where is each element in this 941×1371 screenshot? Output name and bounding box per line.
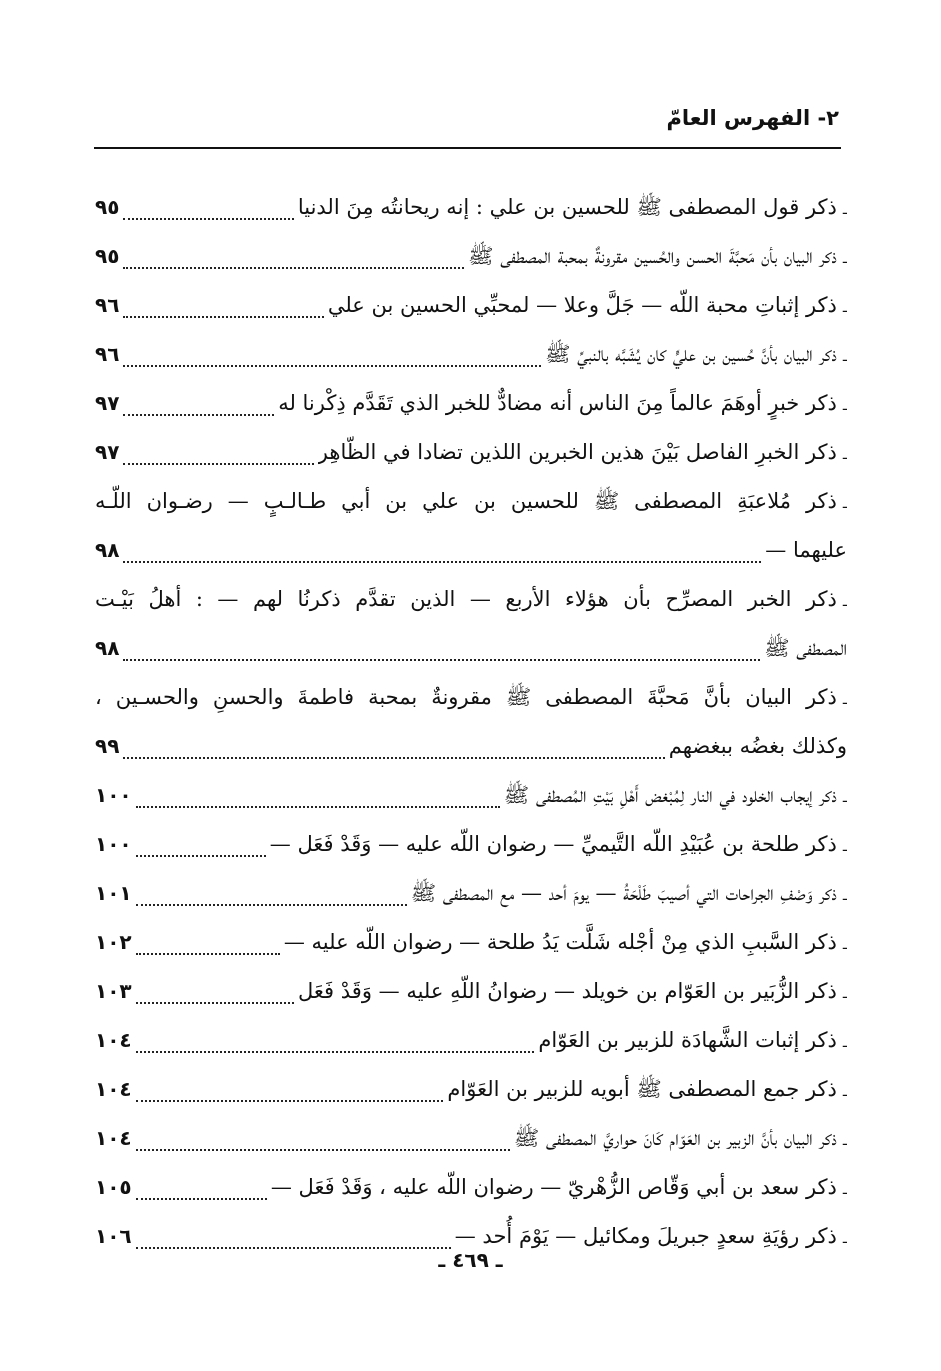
entry-title: ذكر خبرٍ أوهَمَ عالماً مِنَ الناس أنه مضادٌّ للخبر الذي تَقَدَّم ذِكْرنا له bbox=[278, 391, 837, 415]
toc-entry bbox=[95, 575, 847, 624]
toc-entry bbox=[95, 281, 847, 330]
dot-leader bbox=[123, 355, 541, 367]
entry-bullet: ـ bbox=[842, 790, 847, 806]
dot-leader bbox=[123, 208, 293, 220]
header-rule bbox=[94, 147, 841, 149]
entry-bullet: ـ bbox=[842, 1182, 847, 1198]
entry-title: ذكر إيجاب الخلود في النار لِمُبْغض أَهْلِ بَيْتِ المُصطفى ﷺ bbox=[503, 783, 837, 807]
entry-bullet: ـ bbox=[842, 839, 847, 855]
toc-entry bbox=[95, 918, 847, 967]
entry-page-number: ١٠٦ bbox=[95, 1224, 132, 1248]
entry-page-number: ٩٩ bbox=[95, 734, 120, 758]
entry-title: ذكر وَصْفِ الجراحات التي أصيبَ طَلْحَةُ — يومَ أحد — مع المصطفى ﷺ bbox=[410, 881, 837, 905]
entry-title: ذكر البيان بأنَّ حُسين بن عليٍّ كان يُشَبَّه بالنبيِّ ﷺ bbox=[545, 342, 837, 366]
entry-bullet: ـ bbox=[842, 692, 847, 708]
entry-bullet: ـ bbox=[842, 398, 847, 414]
entry-page-number: ١٠٢ bbox=[95, 930, 132, 954]
dot-leader bbox=[136, 796, 500, 808]
entry-title: ذكر إثبات الشَّهادَة للزبير بن العَوّام bbox=[538, 1028, 837, 1052]
toc-entry bbox=[95, 967, 847, 1016]
toc-entry-continuation bbox=[95, 722, 847, 771]
entry-title-continuation: عليهما — bbox=[765, 538, 847, 562]
dot-leader bbox=[136, 1041, 535, 1053]
entry-title: ذكر طلحة بن عُبَيْدِ اللّه التَّيميِّ — رضوان اللّه عليه — وَقَدْ فَعَل — bbox=[269, 832, 837, 856]
entry-bullet: ـ bbox=[842, 251, 847, 267]
entry-bullet: ـ bbox=[842, 1035, 847, 1051]
toc-entry-continuation bbox=[95, 526, 847, 575]
dot-leader bbox=[123, 257, 464, 269]
entry-title: ذكر قول المصطفى ﷺ للحسين بن علي : إنه ريحانتُه مِنَ الدنيا bbox=[297, 195, 837, 219]
entry-page-number: ٩٨ bbox=[95, 538, 120, 562]
entry-page-number: ٩٥ bbox=[95, 195, 120, 219]
entry-page-number: ٩٦ bbox=[95, 342, 120, 366]
entry-page-number: ١٠٠ bbox=[95, 832, 132, 856]
toc-entry bbox=[95, 330, 847, 379]
dot-leader bbox=[136, 943, 280, 955]
toc-entry bbox=[95, 428, 847, 477]
toc-entry bbox=[95, 1163, 847, 1212]
dot-leader bbox=[123, 453, 313, 465]
table-of-contents bbox=[95, 183, 847, 1261]
entry-bullet: ـ bbox=[842, 202, 847, 218]
entry-title: ذكر سعد بن أبي وَقّاص الزُّهْريّ — رضوان اللّه عليه ، وَقَدْ فَعَل — bbox=[270, 1175, 837, 1199]
entry-page-number: ٩٨ bbox=[95, 636, 120, 660]
toc-entry bbox=[95, 183, 847, 232]
entry-title: ذكر الخبر المصرِّح بأن هؤلاء الأربع — الذين تقدَّم ذكرنُا لهم — : أهلُ بَيْـت bbox=[95, 587, 837, 611]
entry-page-number: ١٠٤ bbox=[95, 1028, 132, 1052]
toc-entry bbox=[95, 1114, 847, 1163]
entry-page-number: ٩٧ bbox=[95, 440, 120, 464]
entry-title-continuation: المصطفى ﷺ bbox=[764, 636, 847, 660]
dot-leader bbox=[123, 747, 664, 759]
entry-title: ذكر رؤيَةِ سعدٍ جبريلَ ومكائيل — يَوْمَ أُحد — bbox=[454, 1224, 837, 1248]
toc-entry bbox=[95, 379, 847, 428]
entry-title: ذكر السَّببِ الذي مِنْ أجْله شَلَّت يَدُ طلحة — رضوان اللّه عليه — bbox=[283, 930, 837, 954]
entry-title: ذكر الزُّبَير بن العَوّام بن خويلد — رضوانُ اللّهِ عليه — وَقَدْ فَعَل bbox=[298, 979, 837, 1003]
entry-bullet: ـ bbox=[842, 1231, 847, 1247]
toc-entry bbox=[95, 1016, 847, 1065]
toc-entry bbox=[95, 673, 847, 722]
page-number: ـ ٤٦٩ ـ bbox=[438, 1248, 503, 1272]
entry-bullet: ـ bbox=[842, 1084, 847, 1100]
dot-leader bbox=[136, 845, 266, 857]
dot-leader bbox=[123, 649, 760, 661]
toc-entry bbox=[95, 477, 847, 526]
entry-title: ذكر البيان بأن مَحبَّةَ الحسن والحُسين مقرونةٌ بمحبة المصطفى ﷺ bbox=[468, 244, 837, 268]
toc-entry bbox=[95, 771, 847, 820]
dot-leader bbox=[136, 1090, 444, 1102]
dot-leader bbox=[136, 1139, 510, 1151]
toc-entry bbox=[95, 232, 847, 281]
entry-title: ذكر إثباتِ محبة اللّه — جَلَّ وعلا — لمحبِّي الحسين بن علي bbox=[327, 293, 837, 317]
dot-leader bbox=[136, 992, 294, 1004]
entry-page-number: ١٠٣ bbox=[95, 979, 132, 1003]
entry-title: ذكر الخبرِ الفاصل بَيْنَ هذين الخبرين اللذين تضادا في الظّاهِر bbox=[317, 440, 837, 464]
entry-bullet: ـ bbox=[842, 496, 847, 512]
entry-title: ذكر مُلاعبَةِ المصطفى ﷺ للحسين بن علي بن أبي طـالـبٍ — رضـوان اللّـه bbox=[95, 489, 837, 513]
toc-entry-continuation bbox=[95, 624, 847, 673]
entry-bullet: ـ bbox=[842, 888, 847, 904]
entry-page-number: ١٠١ bbox=[95, 881, 132, 905]
dot-leader bbox=[136, 1188, 267, 1200]
toc-entry bbox=[95, 820, 847, 869]
entry-page-number: ٩٥ bbox=[95, 244, 120, 268]
dot-leader bbox=[136, 894, 407, 906]
entry-title-continuation: وكذلك بغضُه ببغضهم bbox=[668, 734, 847, 758]
entry-title: ذكر البيان بأنَّ الزبير بن العَوّام كَانَ حواريَّ المصطفى ﷺ bbox=[513, 1126, 837, 1150]
entry-page-number: ١٠٠ bbox=[95, 783, 132, 807]
toc-entry bbox=[95, 1065, 847, 1114]
entry-page-number: ٩٧ bbox=[95, 391, 120, 415]
dot-leader bbox=[123, 306, 323, 318]
entry-bullet: ـ bbox=[842, 447, 847, 463]
entry-bullet: ـ bbox=[842, 937, 847, 953]
dot-leader bbox=[123, 404, 274, 416]
entry-title: ذكر جمع المصطفى ﷺ أبويه للزبير بن العَوّام bbox=[447, 1077, 837, 1101]
entry-title: ذكر البيان بأنَّ مَحبَّةَ المصطفى ﷺ مقرونةٌ بمحبة فاطمةَ والحسنِ والحسـين ، bbox=[95, 685, 837, 709]
entry-page-number: ١٠٤ bbox=[95, 1126, 132, 1150]
entry-bullet: ـ bbox=[842, 349, 847, 365]
entry-bullet: ـ bbox=[842, 594, 847, 610]
entry-page-number: ٩٦ bbox=[95, 293, 120, 317]
entry-page-number: ١٠٥ bbox=[95, 1175, 132, 1199]
entry-page-number: ١٠٤ bbox=[95, 1077, 132, 1101]
entry-bullet: ـ bbox=[842, 300, 847, 316]
toc-entry bbox=[95, 869, 847, 918]
dot-leader bbox=[123, 551, 761, 563]
entry-bullet: ـ bbox=[842, 986, 847, 1002]
entry-bullet: ـ bbox=[842, 1133, 847, 1149]
running-header: ٢- الفهرس العامّ bbox=[666, 106, 839, 130]
